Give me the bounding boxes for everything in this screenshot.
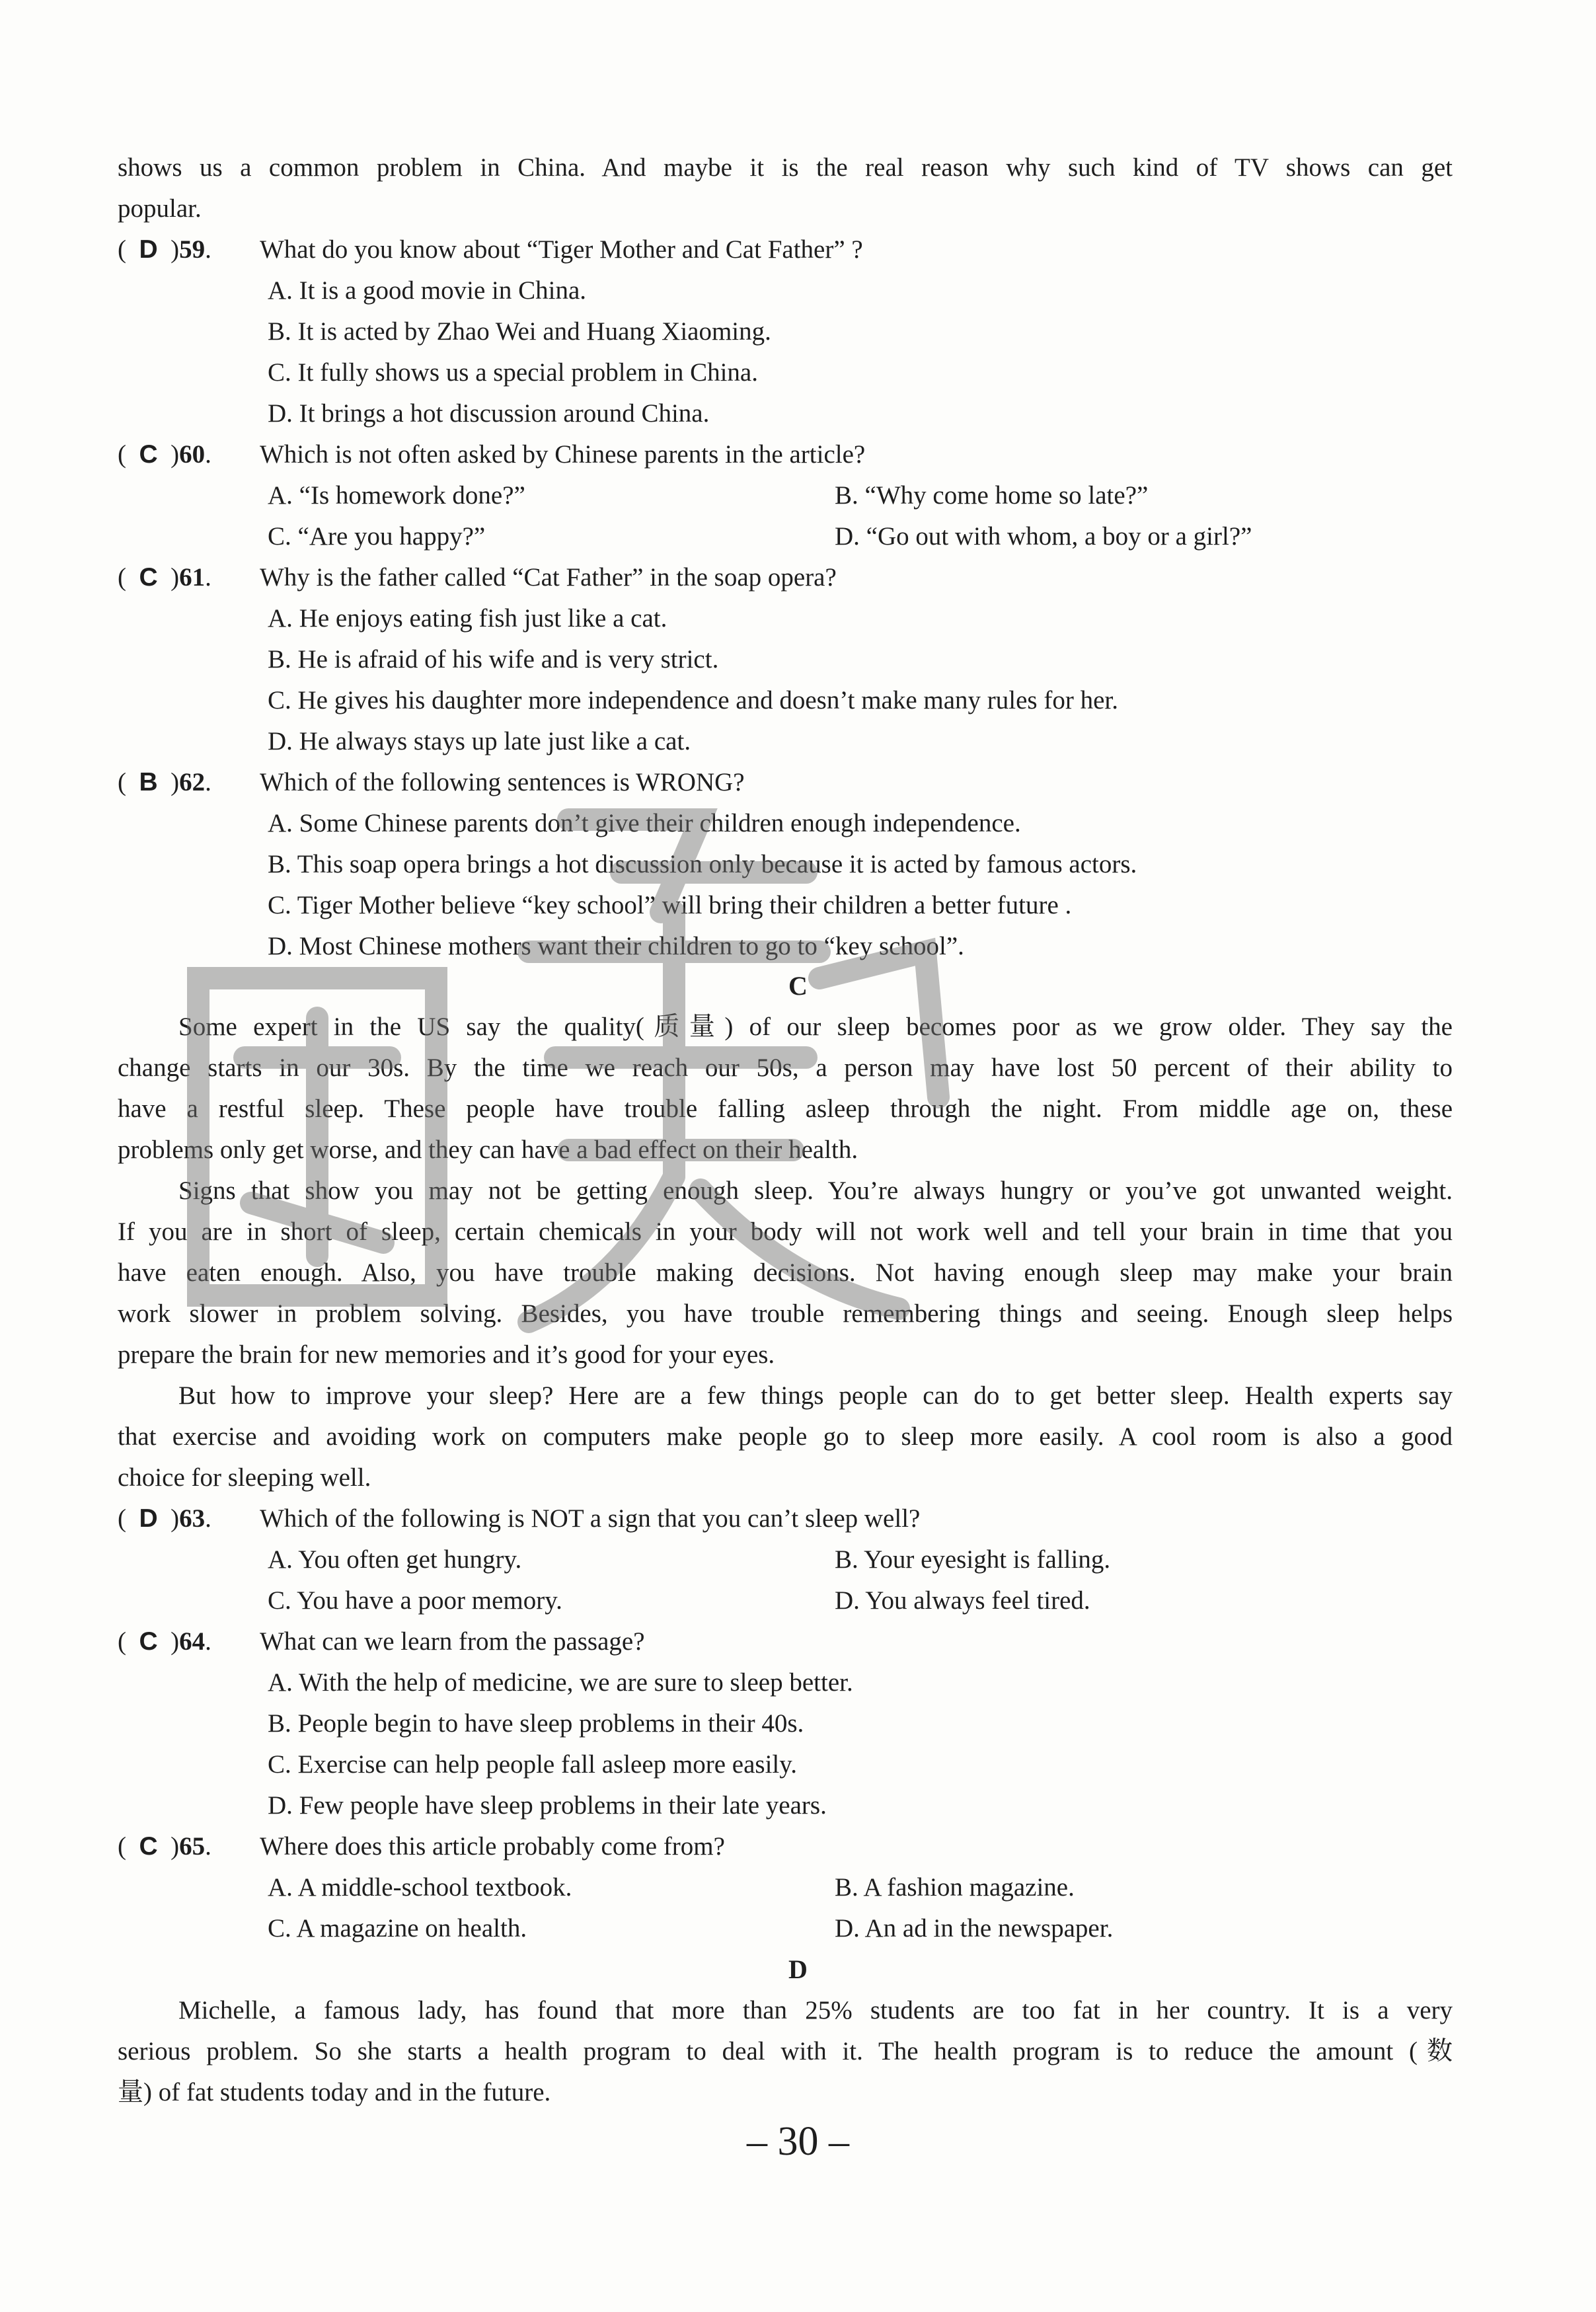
section-heading-c: C [788, 971, 808, 1001]
question-number: 60 [179, 440, 206, 469]
option-d: D. “Go out with whom, a boy or a girl?” [835, 522, 1252, 551]
option-d: D. You always feel tired. [835, 1586, 1090, 1615]
question-text: Where does this article probably come from? [260, 1832, 725, 1861]
passage-c-line: Signs that show you may not be getting enough sleep. You’re always hungry or you’ve got unwanted weight. [178, 1176, 1453, 1205]
question-60 [118, 436, 865, 473]
option-b: B. A fashion magazine. [835, 1873, 1075, 1902]
question-65 [118, 1828, 725, 1865]
option-b: B. It is acted by Zhao Wei and Huang Xiaoming. [268, 317, 771, 346]
option-c: C. He gives his daughter more independence and doesn’t make many rules for her. [268, 686, 1118, 714]
answer-letter: C [139, 1832, 158, 1861]
passage-c-line: choice for sleeping well. [118, 1463, 371, 1492]
option-b: B. “Why come home so late?” [835, 481, 1149, 510]
option-a: A. A middle-school textbook. [268, 1873, 572, 1902]
answer-bracket: ( D )59. [118, 235, 211, 264]
question-63 [118, 1500, 920, 1537]
question-number: 63 [179, 1504, 206, 1533]
option-b: B. This soap opera brings a hot discussion only because it is acted by famous actors. [268, 850, 1137, 878]
option-b: B. Your eyesight is falling. [835, 1545, 1111, 1574]
option-b: B. People begin to have sleep problems in their 40s. [268, 1709, 804, 1738]
option-c: C. It fully shows us a special problem in China. [268, 358, 758, 387]
question-text: Why is the father called “Cat Father” in the soap opera? [260, 563, 837, 592]
option-c: C. Tiger Mother believe “key school” will bring their children a better future . [268, 891, 1072, 919]
passage-c-line: Some expert in the US say the quality(质量) of our sleep becomes poor as we grow older. They say the [178, 1013, 1453, 1041]
section-heading-d: D [788, 1954, 808, 1984]
option-c: C. Exercise can help people fall asleep more easily. [268, 1750, 797, 1779]
option-a: A. You often get hungry. [268, 1545, 522, 1574]
passage-c-line: prepare the brain for new memories and it’s good for your eyes. [118, 1340, 775, 1369]
option-a: A. It is a good movie in China. [268, 276, 587, 305]
option-d: D. Few people have sleep problems in their late years. [268, 1791, 827, 1820]
answer-letter: B [139, 768, 158, 796]
question-number: 64 [179, 1627, 206, 1656]
question-59 [118, 231, 863, 268]
option-a: A. Some Chinese parents don’t give their children enough independence. [268, 809, 1021, 837]
question-text: What can we learn from the passage? [260, 1627, 645, 1656]
option-a: A. With the help of medicine, we are sure to sleep better. [268, 1668, 853, 1697]
passage-c-line: change starts in our 30s. By the time we reach our 50s, a person may have lost 50 percent of their ability to [118, 1054, 1453, 1082]
option-a: A. He enjoys eating fish just like a cat. [268, 604, 667, 633]
option-b: B. He is afraid of his wife and is very strict. [268, 645, 719, 674]
question-text: What do you know about “Tiger Mother and Cat Father” ? [260, 235, 863, 264]
question-62 [118, 764, 745, 801]
passage-d-line: Michelle, a famous lady, has found that more than 25% students are too fat in her country. It is a very [178, 1996, 1453, 2024]
option-d: D. Most Chinese mothers want their children to go to “key school”. [268, 932, 964, 960]
answer-bracket: ( C )60. [118, 440, 211, 469]
passage-c-line: that exercise and avoiding work on computers make people go to sleep more easily. A cool room is also a good [118, 1422, 1453, 1451]
passage-c-line: But how to improve your sleep? Here are a few things people can do to get better sleep. Health experts say [178, 1381, 1453, 1410]
option-c: C. “Are you happy?” [268, 522, 486, 551]
passage-c-line: If you are in short of sleep, certain chemicals in your body will not work well and tell your brain in time that you [118, 1217, 1453, 1246]
answer-bracket: ( C )61. [118, 563, 211, 592]
answer-bracket: ( C )64. [118, 1627, 211, 1656]
answer-bracket: ( D )63. [118, 1504, 211, 1533]
question-number: 61 [179, 563, 206, 592]
passage-c-line: have a restful sleep. These people have trouble falling asleep through the night. From middle age on, these [118, 1095, 1453, 1123]
passage-c-line: problems only get worse, and they can have a bad effect on their health. [118, 1136, 858, 1164]
option-d: D. He always stays up late just like a cat. [268, 727, 691, 755]
passage-d-line: 量) of fat students today and in the future. [118, 2078, 551, 2106]
passage-c-line: work slower in problem solving. Besides, you have trouble remembering things and seeing. Enough sleep helps [118, 1299, 1453, 1328]
page-number: – 30 – [747, 2119, 849, 2164]
option-a: A. “Is homework done?” [268, 481, 525, 510]
answer-letter: C [139, 563, 158, 592]
question-number: 65 [179, 1832, 206, 1861]
option-d: D. It brings a hot discussion around China. [268, 399, 710, 428]
question-text: Which of the following sentences is WRONG? [260, 768, 745, 796]
question-number: 62 [179, 768, 206, 796]
question-text: Which of the following is NOT a sign that you can’t sleep well? [260, 1504, 921, 1533]
passage-c-line: have eaten enough. Also, you have trouble making decisions. Not having enough sleep may make your brain [118, 1258, 1453, 1287]
passage-d-line: serious problem. So she starts a health program to deal with it. The health program is to reduce the amount (数 [118, 2037, 1453, 2065]
option-c: C. You have a poor memory. [268, 1586, 562, 1615]
answer-letter: C [139, 440, 158, 469]
question-64 [118, 1623, 645, 1660]
passage-b-text-line: popular. [118, 194, 202, 223]
passage-b-text-line: shows us a common problem in China. And maybe it is the real reason why such kind of TV shows can get [118, 153, 1453, 182]
option-c: C. A magazine on health. [268, 1914, 527, 1943]
option-d: D. An ad in the newspaper. [835, 1914, 1114, 1943]
answer-bracket: ( C )65. [118, 1832, 211, 1861]
question-number: 59 [179, 235, 206, 264]
question-61 [118, 559, 837, 596]
answer-letter: D [139, 1504, 158, 1533]
answer-letter: C [139, 1627, 158, 1656]
answer-letter: D [139, 235, 158, 264]
answer-bracket: ( B )62. [118, 768, 211, 796]
question-text: Which is not often asked by Chinese parents in the article? [260, 440, 866, 469]
